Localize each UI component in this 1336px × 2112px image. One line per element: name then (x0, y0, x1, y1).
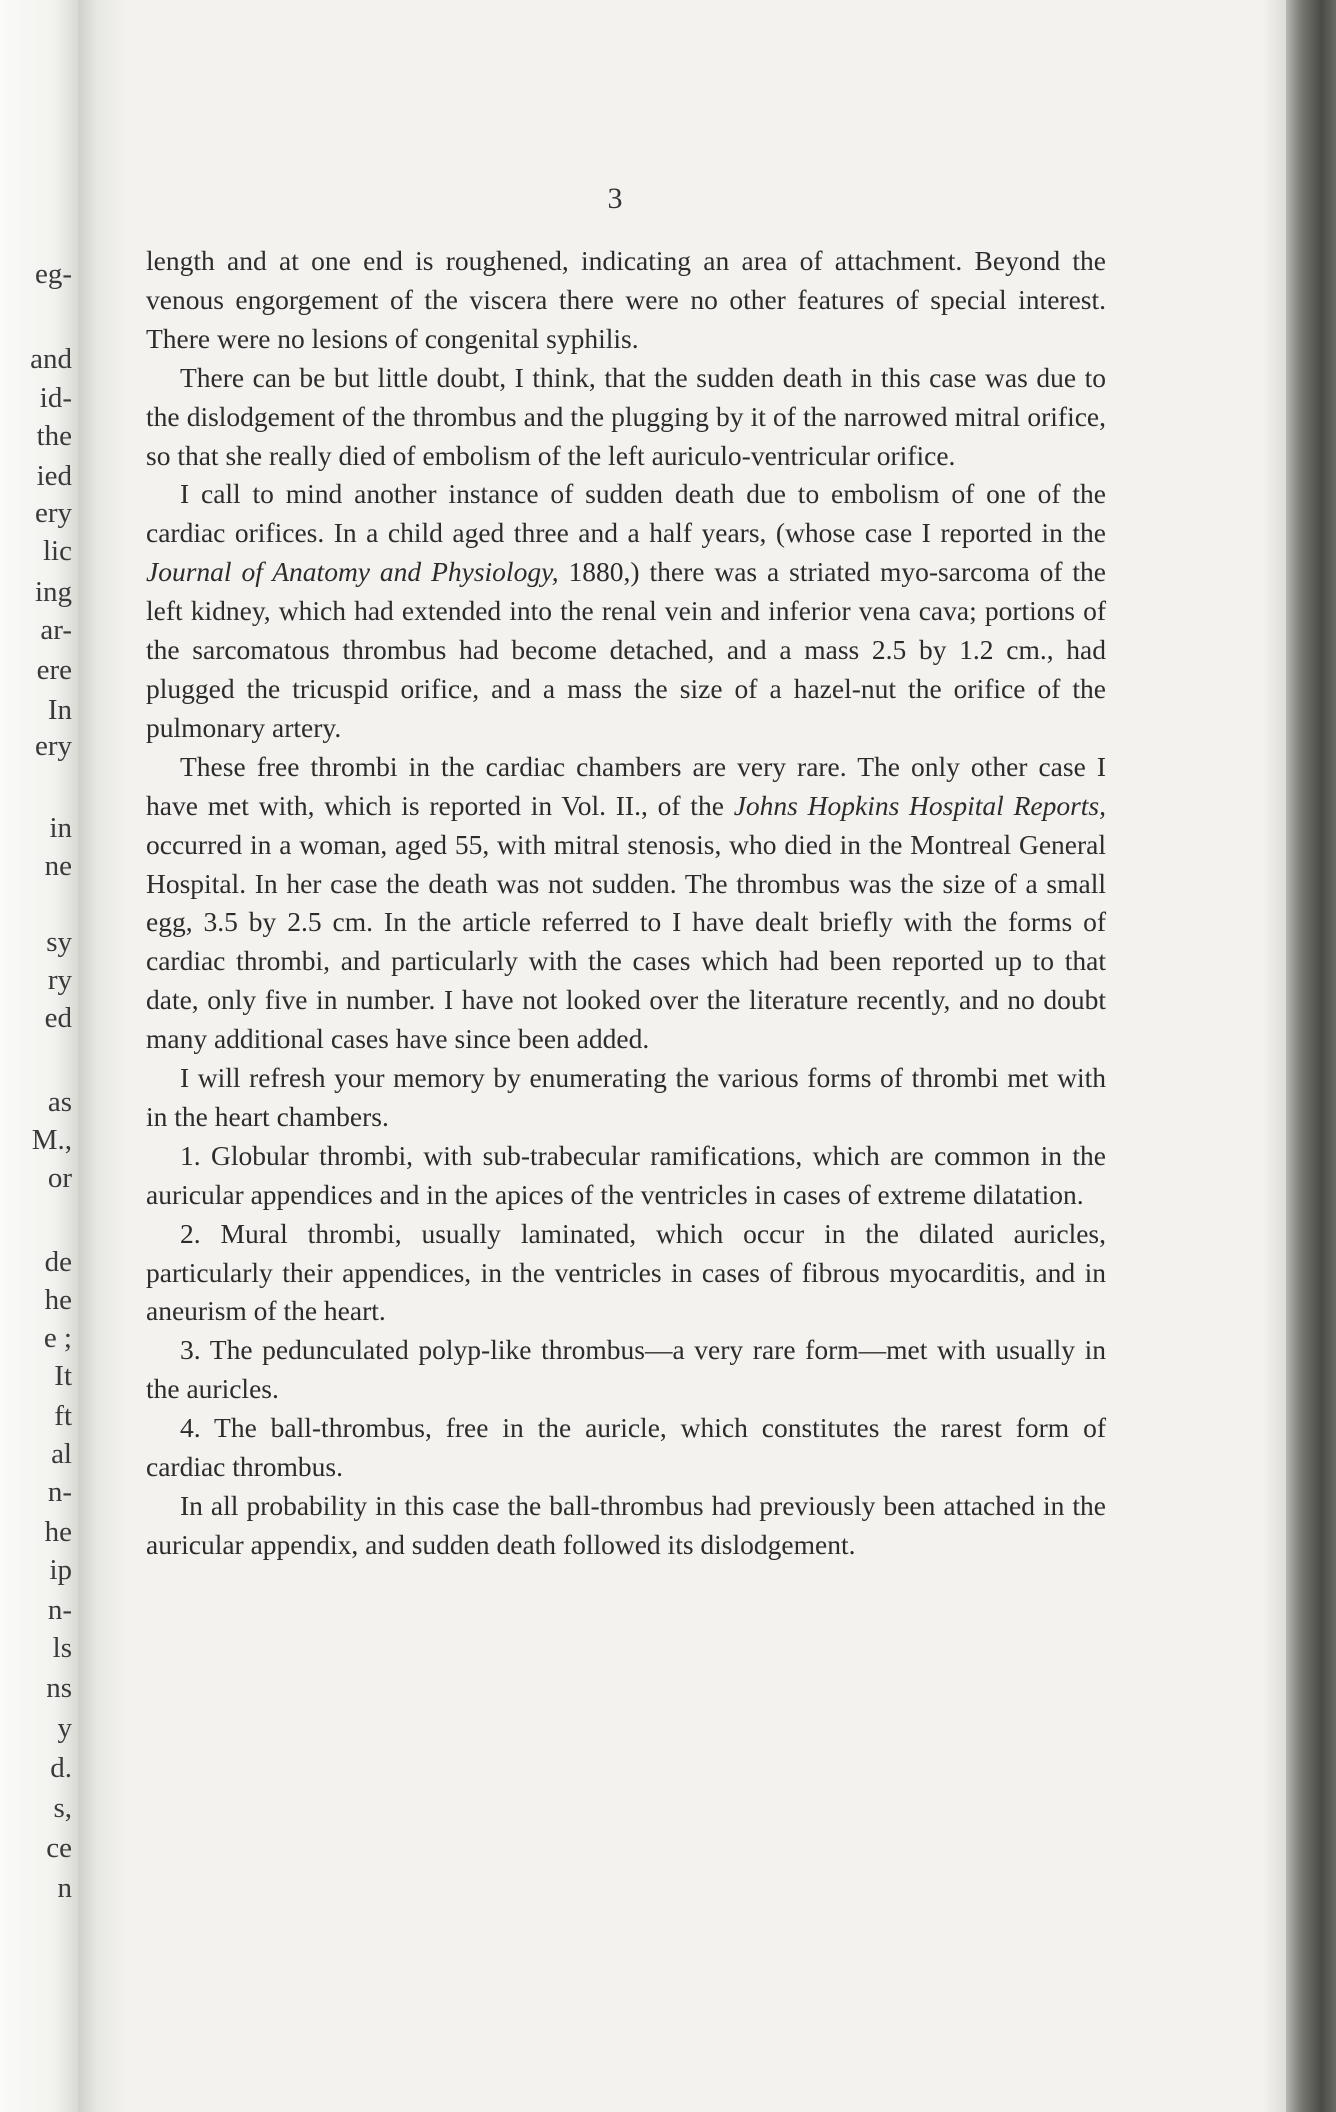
left-page-fragment: d. (50, 1752, 72, 1784)
paragraph (146, 1409, 1106, 1487)
text-run: occurred in a woman, aged 55, with mitral stenosis, who died in the Montreal General Hospital. In her case the death was not sudden. The thrombus was the size of a small egg, 3.5 by 2.5 cm. In the article referred to I have dealt briefly with the forms of cardiac thrombi, and particularly with the cases which had been reported up to that date, only five in number. I have not looked over the literature recently, and no doubt many additional cases have since been added. (146, 828, 1106, 1055)
left-page-fragment: sy (46, 926, 72, 958)
paragraph (146, 1331, 1106, 1409)
page-edge-highlight (1262, 0, 1288, 2112)
left-page-fragment: ery (34, 497, 72, 529)
book-right-edge (1286, 0, 1336, 2112)
text-run: These free thrombi in the cardiac chambers are very rare. The only other case I have met with, which is reported in Vol. II., of the (146, 750, 1106, 821)
left-page-fragment: he (44, 1516, 72, 1548)
left-page-fragment: s, (53, 1792, 72, 1824)
italic-citation: Johns Hopkins Hospital Reports, (733, 789, 1106, 821)
paragraph (146, 1137, 1106, 1215)
left-page-fragment: e ; (43, 1322, 72, 1354)
left-page-fragment: n (57, 1872, 72, 1904)
left-page-fragment: It (54, 1360, 72, 1392)
italic-citation: Journal of Anatomy and Physiology, (146, 556, 559, 588)
left-page-fragment: In (47, 694, 72, 726)
left-page-fragment: ft (54, 1400, 72, 1432)
paragraph (146, 359, 1106, 476)
left-page-fragment: ery (34, 730, 72, 762)
left-page-fragment: al (51, 1438, 72, 1470)
left-page-fragment: and (30, 343, 72, 375)
left-page-fragment: ry (47, 964, 72, 996)
left-page-edge (0, 0, 78, 2112)
left-page-fragment: the (36, 420, 72, 452)
left-page-fragment: ip (49, 1554, 72, 1586)
page-number: 3 (607, 182, 623, 215)
left-page-fragment: n- (47, 1476, 72, 1508)
left-page-fragment: he (44, 1284, 72, 1316)
left-page-fragment: ed (44, 1002, 72, 1034)
left-page-fragment: ce (46, 1832, 72, 1864)
left-page-fragment: ied (36, 460, 72, 492)
left-page-fragment: in (49, 812, 72, 844)
left-page-fragment: n- (47, 1594, 72, 1626)
paragraph (146, 1059, 1106, 1137)
left-page-fragment: M., (31, 1124, 72, 1156)
text-run: There can be but little doubt, I think, that the sudden death in this case was due to the dislodgement of the thrombus and the plugging by it of the narrowed mitral orifice, so that she really died of embolism of the left auriculo-ventricular orifice. (146, 361, 1106, 471)
left-page-fragment: as (47, 1086, 72, 1118)
gutter-shadow (78, 0, 128, 2112)
paragraph (146, 242, 1106, 359)
text-run: I will refresh your memory by enumerating the various forms of thrombi met with in the heart chambers. (146, 1062, 1106, 1132)
text-run: 1. Globular thrombi, with sub-trabecular ramifications, which are common in the auricular appendices and in the apices of the ventricles in cases of extreme dilatation. (146, 1139, 1106, 1210)
left-page-fragment: de (44, 1246, 72, 1278)
paragraph (146, 475, 1106, 747)
paragraph (146, 1487, 1106, 1565)
left-page-fragment: ere (36, 654, 72, 686)
left-page-fragment: or (47, 1162, 72, 1194)
left-page-fragment: eg- (34, 258, 72, 290)
paragraph (146, 748, 1106, 1059)
text-run: length and at one end is roughened, indicating an area of attachment. Beyond the venous engorgement of the viscera there were no other features of special interest. There were no lesions of congenital syphilis. (146, 245, 1106, 354)
text-run: I call to mind another instance of sudden death due to embolism of one of the cardiac orifices. In a child aged three and a half years, (whose case I reported in the (146, 478, 1106, 549)
text-run: 1880,) there was a striated myo-sarcoma of the left kidney, which had extended into the renal vein and inferior vena cava; portions of the sarcomatous thrombus had become detached, and a mass 2.5 by 1.2 cm., had plugged the tricuspid orifice, and a mass the size of a hazel-nut the orifice of the pulmonary artery. (146, 556, 1106, 743)
left-page-fragment: y (57, 1712, 72, 1744)
left-page-fragment: id- (39, 382, 72, 414)
text-run: 3. The pedunculated polyp-like thrombus—a very rare form—met with usually in the auricles. (146, 1334, 1106, 1405)
left-page-fragment: ar- (40, 614, 72, 646)
left-page-fragment: ing (34, 576, 72, 608)
body-text (146, 242, 1106, 1565)
left-page-fragment: ls (52, 1632, 72, 1664)
left-page-fragment: lic (43, 535, 72, 567)
left-page-fragment: ns (46, 1672, 72, 1704)
text-run: 4. The ball-thrombus, free in the auricle, which constitutes the rarest form of cardiac thrombus. (146, 1412, 1106, 1483)
text-run: 2. Mural thrombi, usually laminated, which occur in the dilated auricles, particularly their appendices, in the ventricles in cases of fibrous myocarditis, and in aneurism of the heart. (146, 1217, 1106, 1327)
text-run: In all probability in this case the ball-thrombus had previously been attached in the auricular appendix, and sudden death followed its dislodgement. (146, 1490, 1106, 1560)
left-page-fragment: ne (44, 850, 72, 882)
paragraph (146, 1215, 1106, 1332)
